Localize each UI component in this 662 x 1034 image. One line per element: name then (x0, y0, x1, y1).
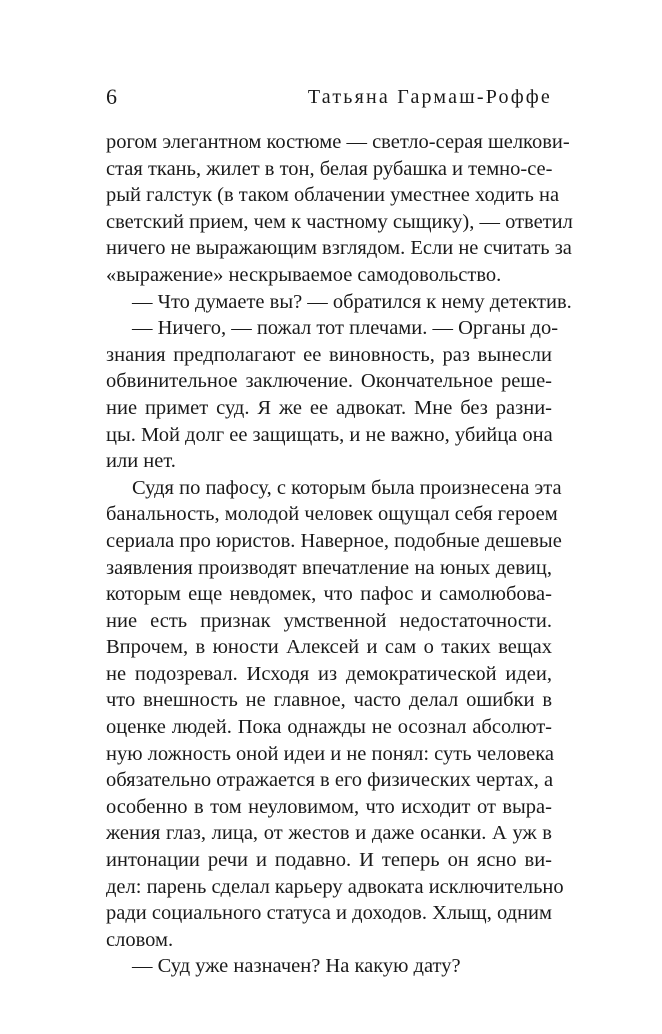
text-line: которым еще невдомек, что пафос и самолюбова- (106, 583, 552, 606)
text-line: обязательно отражается в его физических чертах, а (106, 769, 554, 792)
running-head-author: Татьяна Гармаш-Роффе (307, 86, 552, 108)
text-line: особенно в том неуловимом, что исходит от выра- (106, 795, 552, 818)
body-text (106, 129, 573, 980)
text-line: словом. (106, 928, 174, 951)
text-line: заявления производят впечатление на юных девиц, (106, 556, 552, 579)
text-line: знания предполагают ее виновность, раз вынесли (106, 343, 552, 366)
text-line: ную ложность оной идеи и не понял: суть человека (106, 742, 554, 765)
text-line: или нет. (106, 450, 176, 473)
text-line: — Что думаете вы? — обратился к нему детектив. (132, 290, 572, 313)
text-line: стая ткань, жилет в тон, белая рубашка и темно-се- (106, 157, 553, 180)
text-line: ничего не выражающим взглядом. Если не считать за (106, 237, 572, 260)
text-line: что внешность не главное, часто делал ошибки в (106, 689, 552, 712)
text-line: не подозревал. Исходя из демократической идеи, (106, 662, 552, 685)
text-line: — Суд уже назначен? На какую дату? (132, 955, 461, 978)
text-line: ние есть признак умственной недостаточности. (106, 609, 552, 632)
text-line: жения глаз, лица, от жестов и даже осанки. А уж в (106, 822, 552, 845)
text-line: рогом элегантном костюме — светло-серая шелкови- (106, 131, 570, 153)
text-line: интонации речи и подавно. И теперь он ясно ви- (106, 849, 552, 872)
text-line: — Ничего, — пожал тот плечами. — Органы до- (132, 317, 559, 340)
text-line: ние примет суд. Я же ее адвокат. Мне без разни- (106, 396, 552, 419)
page-header (106, 82, 552, 112)
text-line: дел: парень сделал карьеру адвоката исключительно (106, 875, 564, 898)
text-line: Судя по пафосу, с которым была произнесена эта (132, 476, 562, 499)
text-line: сериала про юристов. Наверное, подобные дешевые (106, 529, 562, 552)
text-line: Впрочем, в юности Алексей и сам о таких вещах (106, 636, 552, 659)
text-line: банальность, молодой человек ощущал себя героем (106, 503, 558, 526)
text-line: светский прием, чем к частному сыщику), — ответил (106, 210, 573, 233)
page-number: 6 (106, 84, 117, 109)
text-line: ради социального статуса и доходов. Хлыщ, одним (106, 902, 552, 925)
text-line: обвинительное заключение. Окончательное реше- (106, 370, 552, 393)
text-line: «выражение» нескрываемое самодовольство. (106, 263, 502, 286)
text-line: цы. Мой долг ее защищать, и не важно, убийца она (106, 423, 553, 446)
text-line: рый галстук (в таком облачении уместнее ходить на (106, 184, 560, 207)
text-line: оценке людей. Пока однажды не осознал абсолют- (106, 716, 552, 739)
